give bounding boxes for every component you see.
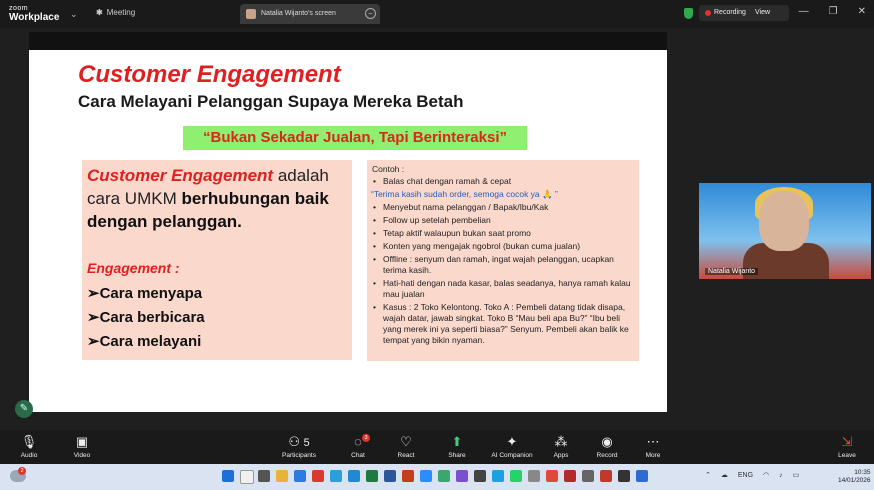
battery-icon[interactable]: ▭: [792, 472, 800, 479]
video-label: Video: [73, 452, 91, 459]
app-icon[interactable]: [474, 470, 486, 482]
react-label: React: [397, 452, 415, 459]
more-icon: ⋯: [646, 434, 660, 449]
example-item: • Offline : senyum dan ramah, ingat wajah pelanggan, ucapkan terima kasih.: [383, 254, 633, 276]
record-icon: ◉: [601, 434, 613, 449]
participant-name: Natalia Wijanto: [705, 268, 758, 275]
chevron-up-icon[interactable]: ⌃: [705, 472, 711, 479]
engagement-points: [87, 282, 205, 354]
app-icon[interactable]: [456, 470, 468, 482]
definition-text-part: adalah cara UMKM: [87, 166, 329, 208]
restore-icon[interactable]: ❐: [828, 6, 838, 17]
search-icon[interactable]: [240, 470, 254, 484]
example-item: • Follow up setelah pembelian: [383, 215, 633, 226]
title-bar: [0, 0, 874, 28]
shield-icon[interactable]: [684, 8, 693, 19]
definition-box: [82, 160, 352, 360]
logo-line2: Workplace: [9, 12, 60, 23]
clock-time: 10:35: [854, 469, 871, 476]
more-label: More: [645, 452, 661, 459]
app-icon[interactable]: [330, 470, 342, 482]
chat-badge: 3: [362, 434, 370, 442]
share-button[interactable]: [437, 434, 477, 459]
whatsapp-icon[interactable]: [510, 470, 522, 482]
apps-button[interactable]: [541, 434, 581, 459]
apps-label: Apps: [553, 452, 569, 459]
chat-label: Chat: [351, 452, 365, 459]
participants-count: 5: [303, 437, 310, 449]
avatar: [246, 9, 256, 19]
participants-button[interactable]: [275, 434, 323, 459]
examples-list: [367, 176, 639, 348]
definition-bold: berhubungan baik dengan pelanggan.: [87, 189, 329, 231]
word-icon[interactable]: [384, 470, 396, 482]
participant-face: [759, 191, 809, 251]
leave-icon: ⇲: [841, 434, 853, 449]
annotate-pen-icon[interactable]: ✎: [15, 400, 33, 418]
app-icon[interactable]: [528, 470, 540, 482]
engagement-heading: Engagement :: [87, 260, 180, 276]
task-view-icon[interactable]: [258, 470, 270, 482]
record-dot-icon: [705, 10, 711, 16]
app-icon[interactable]: [582, 470, 594, 482]
chevron-down-icon[interactable]: ⌄: [70, 9, 78, 19]
app-icon[interactable]: [636, 470, 648, 482]
example-item: • Balas chat dengan ramah & cepat: [383, 176, 633, 187]
lang-indicator[interactable]: ENG: [737, 472, 754, 479]
example-quote: “Terima kasih sudah order, semoga cocok ya 🙏 ”: [371, 189, 558, 199]
people-icon: ⚇ 5: [288, 434, 310, 449]
share-label: Share: [448, 452, 466, 459]
leave-label: Leave: [838, 452, 856, 459]
app-icon[interactable]: [564, 470, 576, 482]
video-button[interactable]: [62, 434, 102, 459]
example-item: • Konten yang mengajak ngobrol (bukan cuma jualan): [383, 241, 633, 252]
meeting-toolbar: [0, 430, 874, 464]
recording-indicator[interactable]: [699, 5, 789, 21]
clock-date: 14/01/2026: [838, 477, 871, 484]
react-button[interactable]: [386, 434, 426, 459]
leave-button[interactable]: [827, 434, 867, 459]
participants-label: Participants: [282, 452, 316, 459]
weather-badge: 2: [18, 467, 26, 475]
powerpoint-icon[interactable]: [402, 470, 414, 482]
record-button[interactable]: [587, 434, 627, 459]
screen-share-tab[interactable]: [240, 4, 380, 24]
slide-title: Customer Engagement: [78, 61, 341, 88]
apps-icon: ⁂: [554, 434, 568, 449]
minus-circle-icon[interactable]: –: [365, 8, 376, 19]
paw-icon: ✱: [96, 8, 103, 17]
shared-screen: [29, 32, 667, 412]
example-item: • Hati-hati dengan nada kasar, balas seadanya, hanya ramah kalau mau jualan: [383, 278, 633, 300]
ai-companion-button[interactable]: [486, 434, 538, 459]
camera-icon: ▣: [75, 434, 89, 449]
slide-subtitle: Cara Melayani Pelanggan Supaya Mereka Betah: [78, 92, 464, 111]
ai-companion-label: AI Companion: [491, 452, 533, 459]
excel-icon[interactable]: [366, 470, 378, 482]
more-button[interactable]: [633, 434, 673, 459]
tab-title: Natalia Wijanto's screen: [261, 10, 336, 17]
window-controls: [779, 6, 866, 17]
minimize-icon[interactable]: —: [798, 6, 809, 17]
audio-label: Audio: [20, 452, 38, 459]
chat-icon: ◌: [354, 434, 362, 449]
definition-text: [87, 164, 349, 233]
view-button[interactable]: View: [755, 9, 771, 16]
slide-banner: “Bukan Sekadar Jualan, Tapi Berinteraksi”: [183, 126, 527, 150]
app-icon[interactable]: [312, 470, 324, 482]
audio-button[interactable]: [9, 434, 49, 459]
app-icon[interactable]: [294, 470, 306, 482]
chat-button[interactable]: [338, 434, 378, 459]
vscode-icon[interactable]: [348, 470, 360, 482]
volume-icon[interactable]: ♪: [779, 472, 783, 479]
examples-box: [367, 160, 639, 361]
file-explorer-icon[interactable]: [276, 470, 288, 482]
engagement-point: ➢Cara berbicara: [87, 309, 205, 326]
meeting-label: Meeting: [106, 8, 136, 17]
meeting-button[interactable]: [96, 8, 135, 17]
start-icon[interactable]: [222, 470, 234, 482]
share-icon: ⬆: [451, 434, 463, 449]
wifi-icon[interactable]: ◠: [763, 472, 770, 479]
chrome-icon[interactable]: [438, 470, 450, 482]
clock[interactable]: [838, 469, 871, 485]
app-icon[interactable]: [618, 470, 630, 482]
definition-term: Customer Engagement: [87, 166, 274, 185]
app-icon[interactable]: [600, 470, 612, 482]
close-icon[interactable]: ✕: [857, 6, 866, 17]
windows-taskbar: [0, 464, 874, 490]
app-icon[interactable]: [492, 470, 504, 482]
example-item: • Tetap aktif walaupun bukan saat promo: [383, 228, 633, 239]
engagement-point: ➢Cara melayani: [87, 333, 202, 350]
app-icon[interactable]: [546, 470, 558, 482]
system-tray: [705, 471, 809, 479]
microphone-muted-icon: 🎙: [20, 434, 38, 449]
example-item: • Menyebut nama pelanggan / Bapak/Ibu/Kak: [383, 202, 633, 213]
zoom-logo: [9, 4, 59, 22]
recording-label: Recording: [714, 9, 746, 16]
heart-icon: ♡: [400, 434, 412, 449]
engagement-point: ➢Cara menyapa: [87, 285, 203, 302]
participant-video[interactable]: [699, 183, 871, 279]
record-label: Record: [596, 452, 618, 459]
examples-heading: Contoh :: [372, 164, 405, 174]
share-top-strip: [29, 32, 667, 50]
logo-line1: zoom: [9, 5, 29, 12]
onedrive-icon[interactable]: ☁: [720, 472, 728, 479]
zoom-icon[interactable]: [420, 470, 432, 482]
example-item: • Kasus : 2 Toko Kelontong. Toko A : Pembeli datang tidak disapa, wajah datar, jawab singkat. Toko B “Mau beli apa Bu?” “Ibu beli yang merek ini ya seperti biasa?” Senyum. Pembeli akan balik ke tempat yang bikin nyaman.: [383, 302, 633, 346]
sparkle-icon: ✦: [506, 434, 518, 449]
